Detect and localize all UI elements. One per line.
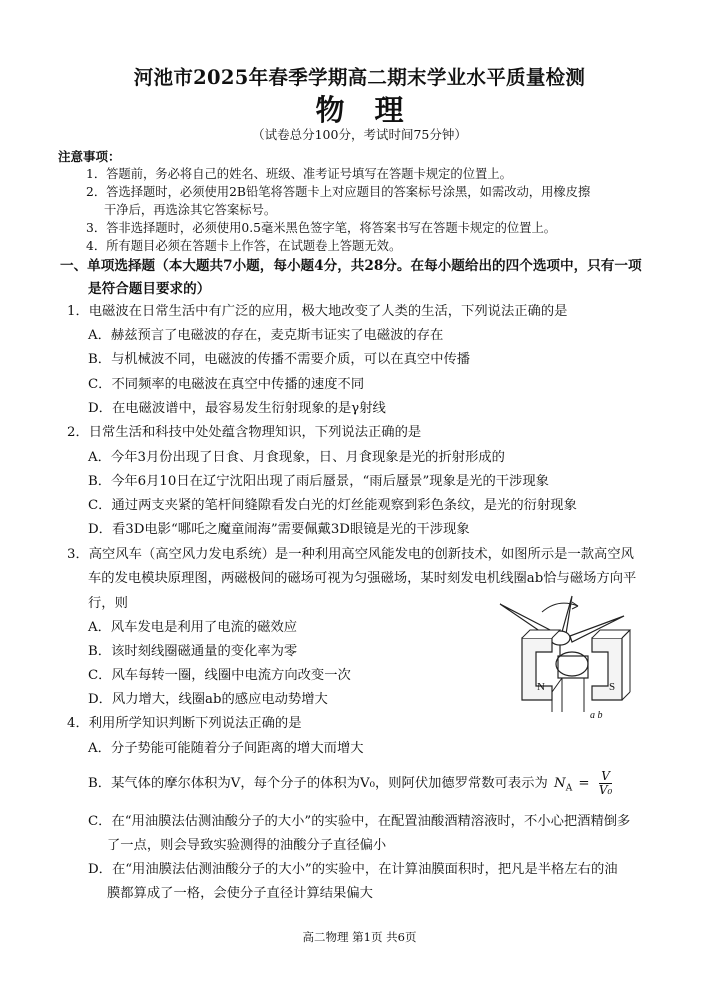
fig-label-n: N [537,681,545,693]
question-4-option-b: B．某气体的摩尔体积为V，每个分子的体积为V₀，则阿伏加德罗常数可表示为 [88,776,548,791]
notice-item-4: 4．所有题目必须在答题卡上作答，在试题卷上答题无效。 [86,239,402,253]
question-3-stem-1: 3．高空风车（高空风力发电系统）是一种利用高空风能发电的创新技术，如图所示是一款高空风 [67,547,634,562]
exam-meta: （试卷总分100分，考试时间75分钟） [252,127,467,142]
wind-generator-diagram [492,594,662,724]
question-3-option-a: A．风车发电是利用了电流的磁效应 [88,620,298,635]
question-1-option-b: B．与机械波不同，电磁波的传播不需要介质，可以在真空中传播 [88,352,471,367]
question-2-option-b: B．今年6月10日在辽宁沈阳出现了雨后蜃景，“雨后蜃景”现象是光的干涉现象 [88,474,549,489]
question-2-stem: 2．日常生活和科技中处处蕴含物理知识，下列说法正确的是 [67,425,422,440]
notice-item-2-cont: 干净后，再选涂其它答案标号。 [104,203,277,217]
section-heading-cont: 是符合题目要求的） [88,281,211,297]
question-4-option-a: A．分子势能可能随着分子间距离的增大而增大 [88,741,364,756]
question-4-option-b-line [88,770,612,797]
question-4-option-d-2: 膜都算成了一格，会使分子直径计算结果偏大 [107,886,373,901]
section-heading: 一、单项选择题（本大题共7小题，每小题4分，共28分。在每小题给出的四个选项中，只有一项 [60,258,642,274]
formula-denominator: V₀ [598,783,613,797]
question-3-option-c: C．风车每转一圈，线圈中电流方向改变一次 [88,668,351,683]
question-3-stem-2: 车的发电模块原理图，两磁极间的磁场可视为匀强磁场，某时刻发电机线圈ab恰与磁场方向平 [88,571,637,586]
question-2-option-a: A．今年3月份出现了日食、月食现象，日、月食现象是光的折射形成的 [88,450,505,465]
question-1-option-c: C．不同频率的电磁波在真空中传播的速度不同 [88,377,365,392]
question-2-option-c: C．通过两支夹紧的笔杆间缝隙看发白光的灯丝能观察到彩色条纹，是光的衍射现象 [88,498,577,513]
question-3-option-b: B．该时刻线圈磁通量的变化率为零 [88,644,298,659]
formula-numerator: V [601,769,610,783]
page-footer: 高二物理 第1页 共6页 [302,930,417,944]
question-1-stem: 1．电磁波在日常生活中有广泛的应用，极大地改变了人类的生活，下列说法正确的是 [67,304,568,319]
question-4-stem: 4．利用所学知识判断下列说法正确的是 [67,716,302,731]
formula-lhs: N [554,776,566,791]
notice-item-2: 2．答选择题时，必须使用2B铅笔将答题卡上对应题目的答案标号涂黑，如需改动，用橡皮擦 [86,185,591,199]
question-2-option-d: D．看3D电影“哪吒之魔童闹海”需要佩戴3D眼镜是光的干涉现象 [88,522,470,537]
formula-sub: A [565,783,573,794]
question-4-option-d-1: D．在“用油膜法估测油酸分子的大小”的实验中，在计算油膜面积时，把凡是半格左右的油 [88,862,618,877]
question-4-option-c-1: C．在“用油膜法估测油酸分子的大小”的实验中，在配置油酸酒精溶液时，不小心把酒精倒多 [88,814,631,829]
notice-heading: 注意事项： [58,149,121,164]
fig-label-s: S [609,681,616,693]
question-1-option-d: D．在电磁波谱中，最容易发生衍射现象的是γ射线 [88,401,386,416]
notice-item-3: 3．答非选择题时，必须使用0.5毫米黑色签字笔，将答案书写在答题卡规定的位置上。 [86,221,557,235]
formula-fraction [599,770,612,797]
subject-title: 物理 [315,93,434,127]
question-1-option-a: A．赫兹预言了电磁波的存在，麦克斯韦证实了电磁波的存在 [88,328,444,343]
exam-title: 河池市2025年春季学期高二期末学业水平质量检测 [133,66,586,89]
question-3-stem-3: 行，则 [88,596,128,611]
notice-item-1: 1．答题前，务必将自己的姓名、班级、准考证号填写在答题卡规定的位置上。 [86,167,512,181]
question-4-option-c-2: 了一点，则会导致实验测得的油酸分子直径偏小 [107,838,387,853]
wind-generator-figure [492,594,662,724]
formula-equals: = [578,776,590,791]
fig-label-ab: a b [590,710,603,721]
question-3-option-d: D．风力增大，线圈ab的感应电动势增大 [88,692,328,707]
